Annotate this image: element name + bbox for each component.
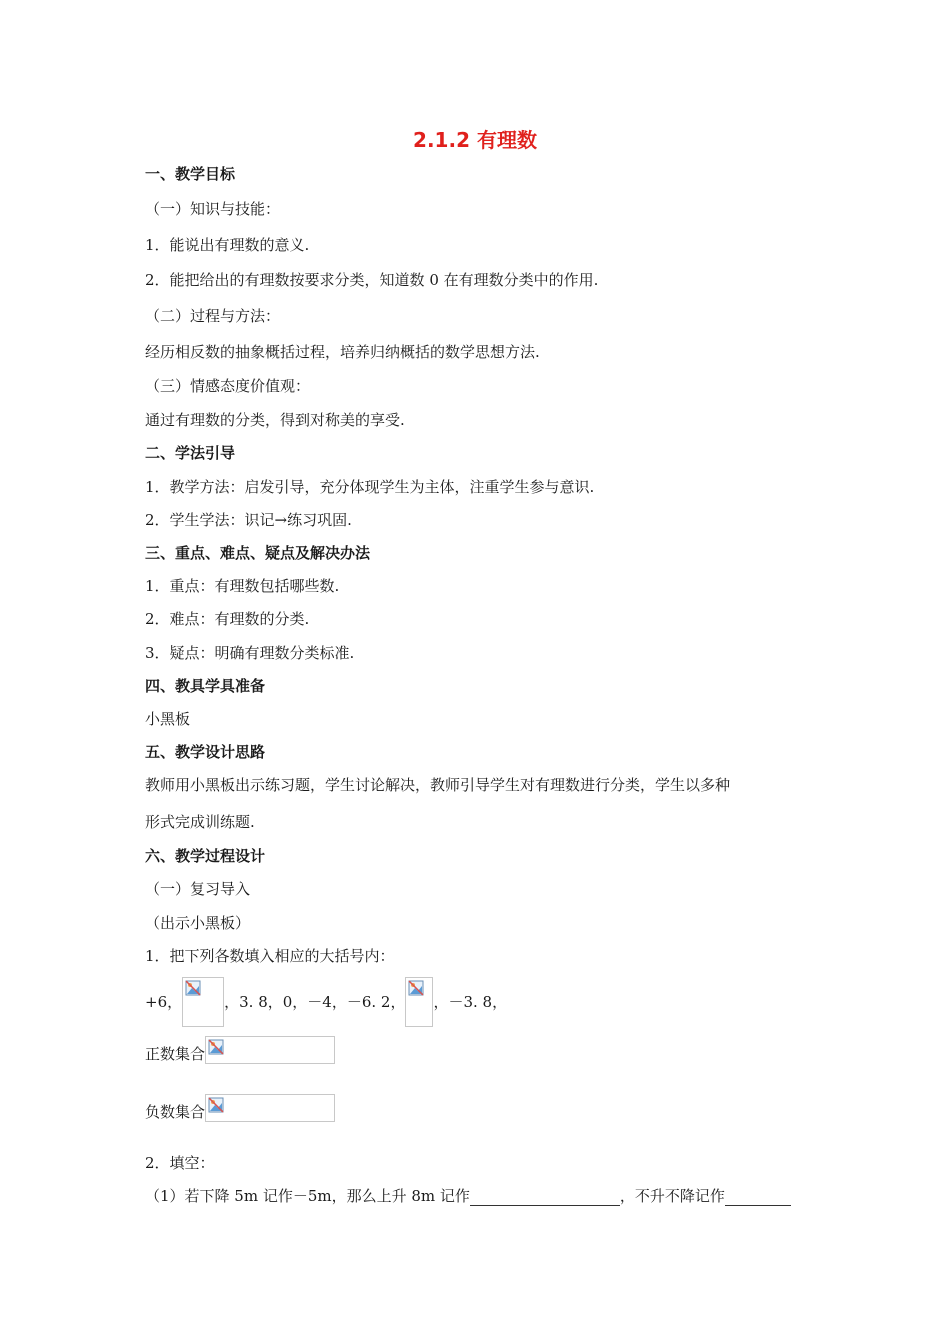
- negative-set-label: 负数集合: [145, 1103, 206, 1121]
- paragraph: 形式完成训练题.: [145, 813, 255, 831]
- paragraph: 经历相反数的抽象概括过程，培养归纳概括的数学思想方法.: [145, 343, 540, 361]
- number-text: +6，: [145, 993, 183, 1011]
- subheading: （一）复习导入: [145, 880, 251, 898]
- section-heading-5: 五、教学设计思路: [145, 743, 266, 761]
- positive-set-label: 正数集合: [145, 1045, 206, 1063]
- list-item: 1．重点：有理数包括哪些数.: [145, 577, 340, 595]
- section-heading-3: 三、重点、难点、疑点及解决办法: [145, 544, 371, 562]
- broken-image-icon: [408, 980, 424, 996]
- answer-blank: [725, 1189, 791, 1206]
- fill-blank-text: ，不升不降记作: [619, 1187, 725, 1205]
- question: 1．把下列各数填入相应的大括号内：: [145, 947, 395, 965]
- section-heading-6: 六、教学过程设计: [145, 847, 266, 865]
- paragraph: （出示小黑板）: [145, 914, 251, 932]
- paragraph: 通过有理数的分类，得到对称美的享受.: [145, 411, 405, 429]
- number-text: ，－3. 8，: [433, 993, 508, 1011]
- positive-set-image-placeholder: [205, 1036, 335, 1064]
- list-item: 1．能说出有理数的意义.: [145, 236, 310, 254]
- paragraph: 教师用小黑板出示练习题，学生讨论解决，教师引导学生对有理数进行分类，学生以多种: [145, 776, 731, 794]
- section-heading-2: 二、学法引导: [145, 444, 236, 462]
- list-item: 2．学生学法：识记→练习巩固.: [145, 511, 352, 529]
- answer-blank: [470, 1189, 620, 1206]
- section-heading-1: 一、教学目标: [145, 165, 236, 183]
- negative-set-row: [145, 1092, 335, 1122]
- paragraph: 小黑板: [145, 710, 191, 728]
- broken-image-icon: [208, 1039, 224, 1055]
- list-item: 2．难点：有理数的分类.: [145, 610, 310, 628]
- fraction-image-placeholder: [405, 977, 433, 1027]
- list-item: 2．能把给出的有理数按要求分类，知道数 0 在有理数分类中的作用.: [145, 271, 599, 289]
- number-list-row: [145, 976, 507, 1026]
- broken-image-icon: [185, 980, 201, 996]
- positive-set-row: [145, 1034, 335, 1064]
- number-text: ，3. 8，0，－4，－6. 2，: [224, 993, 406, 1011]
- question: 2．填空：: [145, 1154, 215, 1172]
- fraction-image-placeholder: [182, 977, 224, 1027]
- subheading: （一）知识与技能：: [145, 200, 281, 218]
- list-item: 3．疑点：明确有理数分类标准.: [145, 644, 355, 662]
- negative-set-image-placeholder: [205, 1094, 335, 1122]
- fill-blank-row: [145, 1186, 791, 1206]
- subheading: （三）情感态度价值观：: [145, 377, 311, 395]
- list-item: 1．教学方法：启发引导，充分体现学生为主体，注重学生参与意识.: [145, 478, 595, 496]
- subheading: （二）过程与方法：: [145, 307, 281, 325]
- broken-image-icon: [208, 1097, 224, 1113]
- fill-blank-text: （1）若下降 5m 记作－5m，那么上升 8m 记作: [145, 1187, 470, 1205]
- page-title: 2.1.2 有理数: [413, 128, 537, 152]
- section-heading-4: 四、教具学具准备: [145, 677, 266, 695]
